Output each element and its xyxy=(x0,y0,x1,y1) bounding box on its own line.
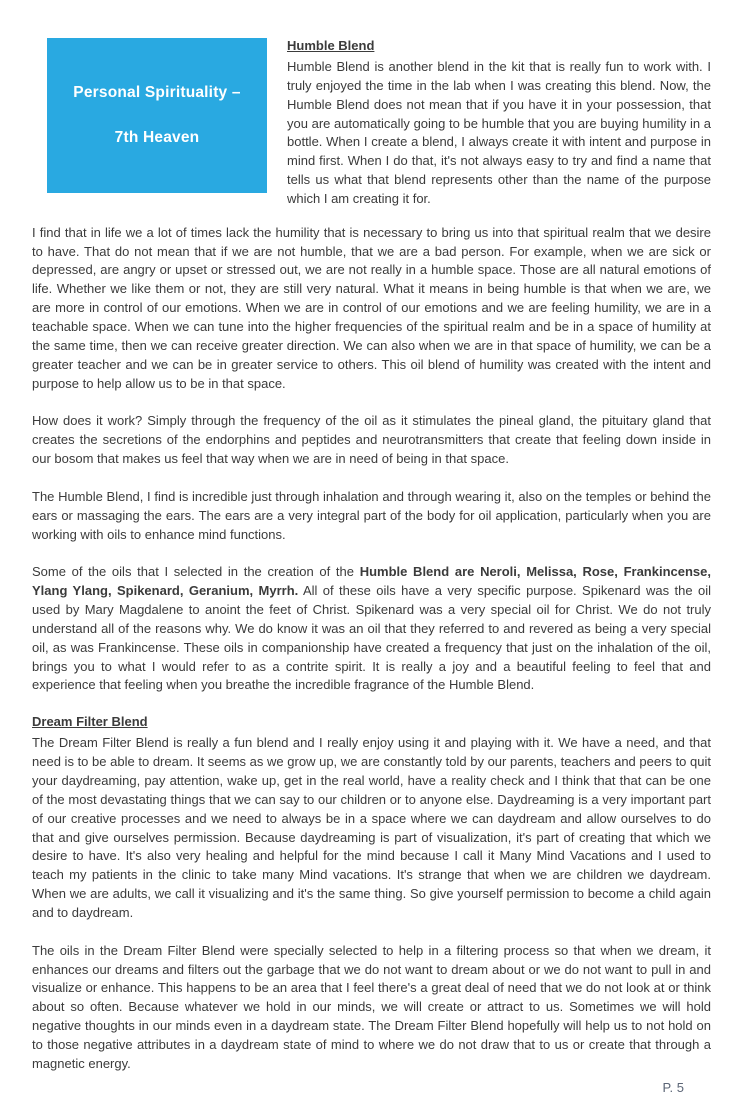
top-section xyxy=(32,38,711,209)
paragraph-humble-how-it-works: How does it work? Simply through the frequency of the oil as it stimulates the pineal gland, the pituitary gland that creates the secretions of the endorphins and peptides and neurotransmitters that create that feeling down inside in our bosom that makes us feel that way when we are in need of being in that space. xyxy=(32,413,711,467)
title-box-line-2: 7th Heaven xyxy=(114,129,200,146)
section-heading-humble-blend: Humble Blend xyxy=(287,38,375,53)
title-box-line-1: Personal Spirituality – xyxy=(73,84,241,101)
paragraph-dream-intro: The Dream Filter Blend is really a fun blend and I really enjoy using it and playing with it. We have a need, and that need is to be able to dream. It seems as we grow up, we are constantly told by our parents, teachers and peers to quit your daydreaming, pay attention, wake up, get in the real world, have a reality check and I think that that can be one of the most devastating things that we can say to our children or to anyone else. Daydreaming is a very important part of our creative processes and we need to always be in a space where we can daydream and allow ourselves to do that and give ourselves permission. Because daydreaming is part of visualization, it's part of creating that which we desire to have. It's also very healing and helpful for the mind because I call it Many Mind Vacations and I used to teach my patients in the clinic to take many Mind vacations. It's strange that when we are children we daydream. When we are adults, we call it visualizing and it's the same thing. So give yourself permission to become a child again and to daydream. xyxy=(32,735,711,920)
paragraph-humble-oils-list-bold: Humble Blend are Neroli, Melissa, Rose, Frankincense, Ylang Ylang, Spikenard, Geranium, Myrrh. xyxy=(32,564,711,599)
paragraph-humble-humility: I find that in life we a lot of times lack the humility that is necessary to bring us into that spiritual realm that we desire to have. That do not mean that if we are not humble, that we are a bad person. For example, when we are sick or depressed, are angry or upset or stressed out, we are not really in a humble space. Those are all natural emotions of life. Whether we like them or not, they are still very natural. What it means in being humble is that when we are, we are more in control of our emotions. When we are in control of our emotions and we are feeling humility, we are in a teachable space. When we can tune into the higher frequencies of the spiritual realm and be in a space of humility at the same time, then we can receive greater direction. We can also when we are in that space of humility, we can be a greater teacher and we can be in greater service to others. This oil blend of humility was created with the intent and purpose to help allow us to be in that space. xyxy=(32,224,711,391)
page-footer xyxy=(32,1080,711,1095)
humble-blend-intro-column xyxy=(287,38,711,209)
paragraph-humble-oils-rest: All of these oils have a very specific purpose. Spikenard was the oil used by Mary Magdalene to anoint the feet of Christ. Spikenard was a very special oil for Christ. We do not truly understand all of the reasons why. We do know it was an oil that they referred to and revered as being a very special oil, as was Frankincense. These oils in companionship have created a frequency that just on the inhalation of the oil, brings you to what I would refer to as a contrite spirit. It is really a joy and a beautiful feeling to feel that and experience that feeling when you breathe the incredible fragrance of the Humble Blend. xyxy=(32,583,711,693)
slide-title-box xyxy=(47,38,267,193)
paragraph-humble-intro: Humble Blend is another blend in the kit that is really fun to work with. I truly enjoyed the time in the lab when I was creating this blend. Now, the Humble Blend does not mean that if you have it in your possession, that you are automatically going to be humble that you are buying humility in a bottle. When I create a blend, I always create it with intent and purpose in mind first. When I do that, it's not always easy to try and find a name that tells us what that blend represents other than the name of the purpose which I am creating it for. xyxy=(287,59,711,206)
paragraph-dream-oils: The oils in the Dream Filter Blend were specially selected to help in a filtering process so that when we dream, it enhances our dreams and filters out the garbage that we do not want to dream about or we do not want to pull in and visualize or enhance. This happens to be an area that I feel there's a great deal of need that we do not look at or think about so often. Because whatever we hold in our minds, we will create or attract to us. Sometimes we will hold negative thoughts in our minds even in a daydream state. The Dream Filter Blend hopefully will help us to not hold on to those negative attributes in a daydream state of mind to where we do not draw that to us or create that through a magnetic energy. xyxy=(32,942,711,1071)
paragraph-humble-oils-lead: Some of the oils that I selected in the creation of the xyxy=(32,564,360,580)
dream-filter-section xyxy=(32,714,711,922)
section-heading-dream-filter-blend: Dream Filter Blend xyxy=(32,714,148,730)
page-number: P. 5 xyxy=(662,1079,684,1095)
paragraph-humble-application: The Humble Blend, I find is incredible just through inhalation and through wearing it, also on the temples or behind the ears or massaging the ears. The ears are a very integral part of the body for oil application, particularly when you are working with oils to enhance mind functions. xyxy=(32,488,711,542)
paragraph-humble-oils xyxy=(32,563,711,695)
